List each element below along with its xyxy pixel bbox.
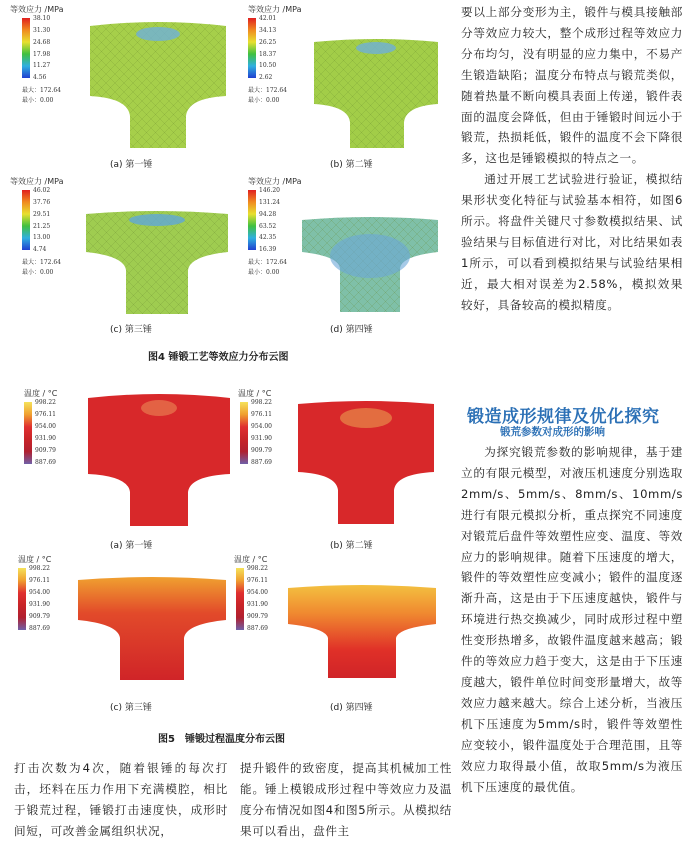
- fig5a-tick: 998.22: [35, 399, 56, 406]
- fig5d-tick: 976.11: [247, 577, 268, 584]
- fig4d-tick: 63.52: [259, 223, 277, 230]
- fig4c-tick: 21.25: [33, 223, 51, 230]
- fig4a-tick: 4.56: [33, 74, 47, 81]
- fig4d-tick: 16.39: [259, 246, 277, 253]
- fig4c-tick: 4.74: [33, 246, 47, 253]
- fig4c-legend-title: 等效应力 /MPa: [10, 177, 64, 186]
- right-column-bottom: [461, 442, 683, 797]
- fig4c-tick: 37.76: [33, 199, 51, 206]
- fig5b-forging-shape: [296, 400, 436, 526]
- fig4c-max: 最大：172.64: [22, 259, 61, 266]
- fig5c-tick: 909.79: [29, 613, 50, 620]
- fig4d-label: (d) 第四锤: [330, 325, 373, 335]
- subsection-title: 锻荒参数对成形的影响: [500, 426, 605, 438]
- fig4a-tick: 31.30: [33, 27, 51, 34]
- fig4b-tick: 26.25: [259, 39, 277, 46]
- fig4b-min: 最小：0.00: [248, 97, 280, 104]
- fig4d-tick: 146.20: [259, 187, 280, 194]
- right-column-top: [461, 2, 683, 316]
- paragraph: 打击次数为4次，随着银锤的每次打击，坯料在压力作用下充满模腔，相比于锻荒过程，锤锻打击速度快，成形时间短，可改善金属组织状况，: [14, 761, 228, 838]
- fig5c-tick: 887.69: [29, 625, 50, 632]
- fig4d-tick: 94.28: [259, 211, 277, 218]
- fig5d-tick: 931.90: [247, 601, 268, 608]
- fig4a-forging-shape: [88, 20, 228, 150]
- fig4d-max: 最大：172.64: [248, 259, 287, 266]
- fig4d-tick: 42.35: [259, 234, 277, 241]
- fig4c-min: 最小：0.00: [22, 269, 54, 276]
- fig4b-tick: 18.37: [259, 51, 277, 58]
- fig5d-colorbar: [236, 568, 244, 630]
- paragraph: 通过开展工艺试验进行验证，模拟结果形状变化特征与试验基本相符，如图6所示。将盘件关键尺寸参数模拟结果、试验结果与目标值进行对比，对比结果如表1所示，可以看到模拟结果与试验结果相近，最大相对误差为2.58%，模拟效果较好，具备较高的模拟精度。: [461, 172, 683, 312]
- fig4d-tick: 131.24: [259, 199, 280, 206]
- fig5b-label: (b) 第二锤: [330, 541, 373, 551]
- fig4a-tick: 38.10: [33, 15, 51, 22]
- fig4c-tick: 13.00: [33, 234, 51, 241]
- figure4-caption: 图4 锤锻工艺等效应力分布云图: [148, 352, 289, 363]
- fig5a-colorbar: [24, 402, 32, 464]
- fig5b-tick: 887.69: [251, 459, 272, 466]
- fig4c-tick: 29.51: [33, 211, 51, 218]
- paragraph: 要以上部分变形为主，锻件与模具接触部分等效应力较大，整个成形过程等效应力分布均匀，没有明显的应力集中，不易产生锻造缺陷；温度分布特点与锻荒类似，随着热量不断向模具表面上传递，锻件表面的温度会降低，但由于锤锻时间远小于锻荒，热损耗低，锻件的温度不会下降很多，这也是锤锻模拟的特点之一。: [461, 5, 683, 166]
- paragraph: 为探究锻荒参数的影响规律，基于建立的有限元模型，对液压机速度分别选取2mm/s、5mm/s、8mm/s、10mm/s进行有限元模拟分析，重点探究不同速度对锻荒后盘件等效塑性应变、温度、等效应力的影响规律。随着下压速度的增大，锻件的等效塑性应变减小；锻件的温度逐渐升高，这是由于下压速度越快，锻件与环境进行热交换减少，同时成形过程中塑性变形热增多，故锻件温度越来越高；锻件的等效应力趋于变大，这是由于下压速度越大，锻件单位时间变形量增大，故等效应力越来越大。综合上述分析，当液压机下压速度为5mm/s时，锻件等效塑性应变较小，锻件温度处于合理范围，且等效应力取得最小值，故取5mm/s为液压机下压速度的最优值。: [461, 445, 683, 794]
- fig5a-tick: 909.79: [35, 447, 56, 454]
- fig4a-tick: 24.68: [33, 39, 51, 46]
- fig4a-min: 最小：0.00: [22, 97, 54, 104]
- section-title: 锻造成形规律及优化探究: [467, 407, 660, 427]
- fig4d-forging-shape: [300, 216, 440, 314]
- fig5b-tick: 931.90: [251, 435, 272, 442]
- fig4a-label: (a) 第一锤: [110, 160, 153, 170]
- fig5d-tick: 998.22: [247, 565, 268, 572]
- fig5a-legend-title: 温度 / °C: [24, 389, 58, 398]
- fig5c-tick: 954.00: [29, 589, 50, 596]
- fig5d-forging-shape: [286, 584, 438, 680]
- fig4b-legend-title: 等效应力 /MPa: [248, 5, 302, 14]
- fig5a-tick: 931.90: [35, 435, 56, 442]
- fig4a-tick: 11.27: [33, 62, 51, 69]
- fig5c-tick: 998.22: [29, 565, 50, 572]
- fig4d-min: 最小：0.00: [248, 269, 280, 276]
- fig4b-label: (b) 第二锤: [330, 160, 373, 170]
- fig4d-colorbar: [248, 190, 256, 250]
- fig4a-colorbar: [22, 18, 30, 78]
- fig4b-forging-shape: [312, 38, 440, 150]
- fig5c-legend-title: 温度 / °C: [18, 555, 52, 564]
- fig5c-tick: 931.90: [29, 601, 50, 608]
- fig5b-tick: 954.00: [251, 423, 272, 430]
- fig4a-max: 最大：172.64: [22, 87, 61, 94]
- fig5b-legend-title: 温度 / °C: [238, 389, 272, 398]
- fig4b-tick: 2.62: [259, 74, 273, 81]
- bottom-middle-text: [240, 758, 452, 842]
- fig5c-forging-shape: [76, 576, 228, 682]
- fig5a-tick: 887.69: [35, 459, 56, 466]
- fig5a-forging-shape: [86, 392, 232, 528]
- fig5b-colorbar: [240, 402, 248, 464]
- fig4b-tick: 34.13: [259, 27, 277, 34]
- figure5-caption: 图5 锤锻过程温度分布云图: [158, 734, 285, 745]
- fig5d-tick: 887.69: [247, 625, 268, 632]
- fig5a-label: (a) 第一锤: [110, 541, 153, 551]
- fig5a-tick: 954.00: [35, 423, 56, 430]
- fig5d-tick: 954.00: [247, 589, 268, 596]
- fig5d-tick: 909.79: [247, 613, 268, 620]
- fig5c-tick: 976.11: [29, 577, 50, 584]
- fig5d-legend-title: 温度 / °C: [234, 555, 268, 564]
- fig4c-tick: 46.02: [33, 187, 51, 194]
- fig4c-colorbar: [22, 190, 30, 250]
- fig4a-legend-title: 等效应力 /MPa: [10, 5, 64, 14]
- fig5b-tick: 976.11: [251, 411, 272, 418]
- fig4a-tick: 17.98: [33, 51, 51, 58]
- bottom-left-text: [14, 758, 228, 842]
- paragraph: 提升锻件的致密度，提高其机械加工性能。锤上模锻成形过程中等效应力及温度分布情况如图4和图5所示。从模拟结果可以看出，盘件主: [240, 761, 452, 838]
- fig4b-tick: 10.50: [259, 62, 277, 69]
- fig5b-tick: 909.79: [251, 447, 272, 454]
- fig4c-forging-shape: [84, 210, 230, 316]
- fig4b-max: 最大：172.64: [248, 87, 287, 94]
- fig4b-tick: 42.01: [259, 15, 277, 22]
- fig5b-tick: 998.22: [251, 399, 272, 406]
- fig4b-colorbar: [248, 18, 256, 78]
- fig4d-legend-title: 等效应力 /MPa: [248, 177, 302, 186]
- fig5c-colorbar: [18, 568, 26, 630]
- fig5c-label: (c) 第三锤: [110, 703, 152, 713]
- fig4c-label: (c) 第三锤: [110, 325, 152, 335]
- fig5d-label: (d) 第四锤: [330, 703, 373, 713]
- fig5a-tick: 976.11: [35, 411, 56, 418]
